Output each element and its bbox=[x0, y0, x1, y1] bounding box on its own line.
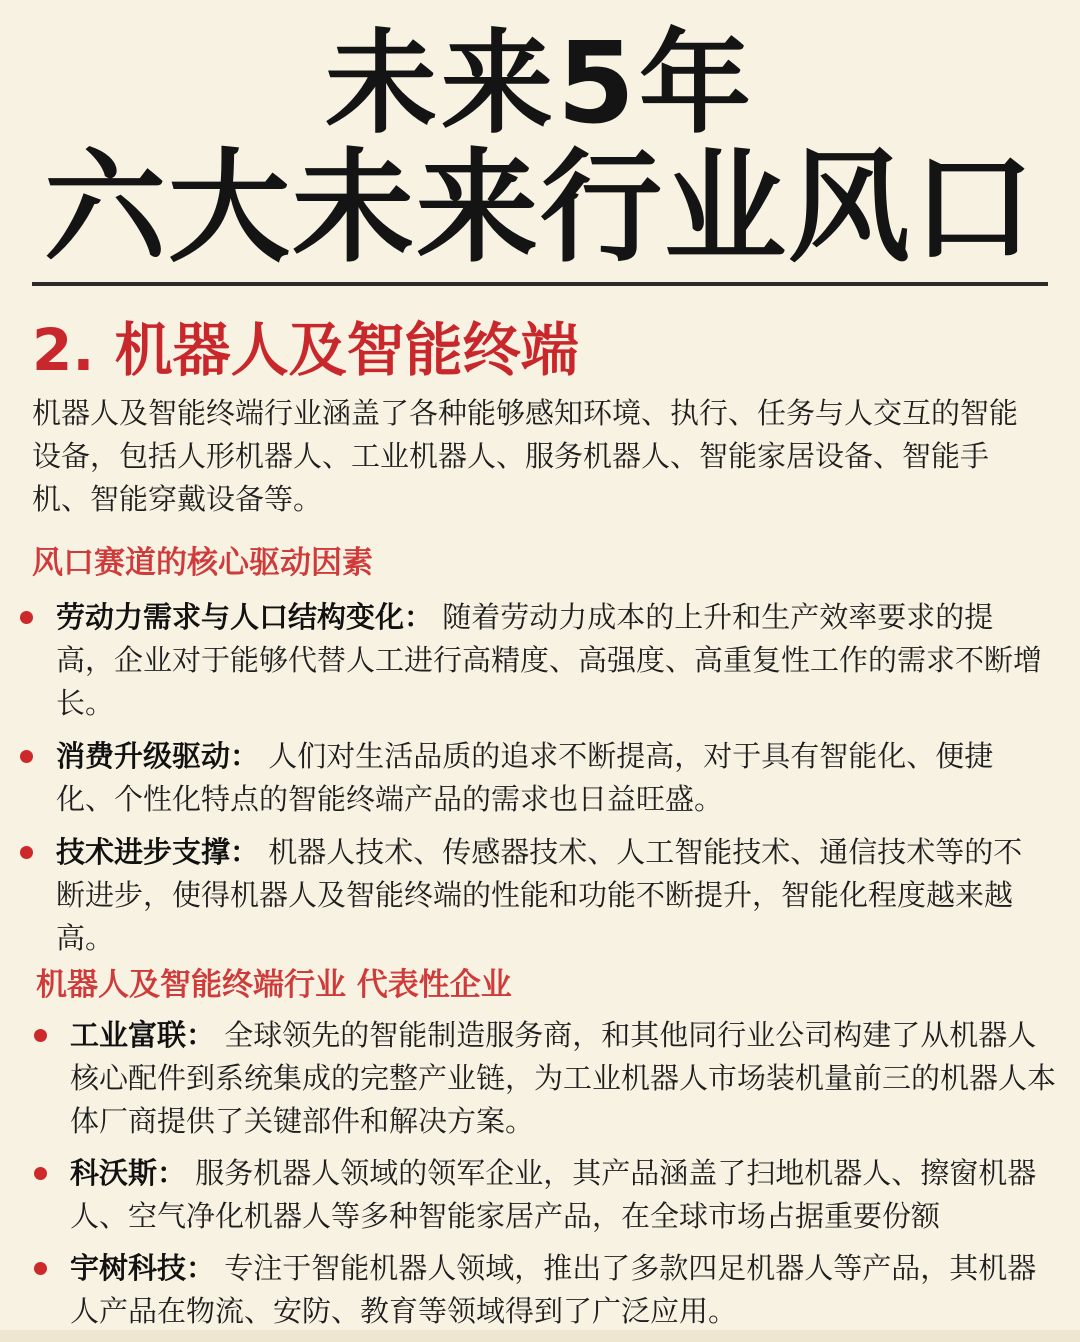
bullet-dot-icon bbox=[20, 846, 33, 859]
companies-list bbox=[28, 1014, 1058, 1342]
main-title-line-2: 六大未来行业风口 bbox=[44, 137, 1036, 279]
driver-text: 机器人技术、传感器技术、人工智能技术、通信技术等的不断进步，使得机器人及智能终端的性能和功能不断提升，智能化程度越来越高。 bbox=[56, 835, 1023, 955]
section-intro: 机器人及智能终端行业涵盖了各种能够感知环境、执行、任务与人交互的智能设备，包括人形机器人、工业机器人、服务机器人、智能家居设备、智能手机、智能穿戴设备等。 bbox=[32, 396, 1019, 516]
company-text: 全球领先的智能制造服务商，和其他同行业公司构建了从机器人核心配件到系统集成的完整产业链，为工业机器人市场装机量前三的机器人本体厂商提供了关键部件和解决方案。 bbox=[70, 1018, 1057, 1138]
driver-text: 随着劳动力成本的上升和生产效率要求的提高，企业对于能够代替人工进行高精度、高强度、高重复性工作的需求不断增长。 bbox=[56, 600, 1043, 720]
bullet-dot-icon bbox=[34, 1262, 47, 1275]
company-name: 科沃斯： bbox=[70, 1156, 187, 1190]
company-name: 宇树科技： bbox=[70, 1251, 216, 1285]
driver-term: 消费升级驱动： bbox=[56, 739, 260, 773]
bullet-dot-icon bbox=[34, 1029, 47, 1042]
companies-heading: 机器人及智能终端行业 代表性企业 bbox=[36, 967, 512, 1003]
title-divider bbox=[32, 282, 1048, 286]
company-item bbox=[28, 1247, 1058, 1333]
bottom-strip bbox=[0, 1330, 1080, 1342]
company-item bbox=[28, 1152, 1058, 1238]
company-text: 服务机器人领域的领军企业，其产品涵盖了扫地机器人、擦窗机器人、空气净化机器人等多种智能家居产品，在全球市场占据重要份额 bbox=[70, 1156, 1037, 1233]
company-text: 专注于智能机器人领域，推出了多款四足机器人等产品，其机器人产品在物流、安防、教育等领域得到了广泛应用。 bbox=[70, 1251, 1037, 1328]
company-item bbox=[28, 1014, 1058, 1143]
bullet-dot-icon bbox=[20, 750, 33, 763]
drivers-heading: 风口赛道的核心驱动因素 bbox=[32, 545, 373, 581]
driver-term: 技术进步支撑： bbox=[56, 835, 260, 869]
main-title-line-1: 未来5年 bbox=[325, 19, 755, 149]
company-name: 工业富联： bbox=[70, 1018, 216, 1052]
driver-item bbox=[14, 735, 1050, 821]
bullet-dot-icon bbox=[20, 611, 33, 624]
section-title: 2. 机器人及智能终端 bbox=[32, 316, 579, 384]
driver-text: 人们对生活品质的追求不断提高，对于具有智能化、便捷化、个性化特点的智能终端产品的需求也日益旺盛。 bbox=[56, 739, 994, 816]
driver-term: 劳动力需求与人口结构变化： bbox=[56, 600, 434, 634]
driver-item bbox=[14, 831, 1050, 960]
drivers-list bbox=[14, 596, 1050, 970]
bullet-dot-icon bbox=[34, 1167, 47, 1180]
driver-item bbox=[14, 596, 1050, 725]
